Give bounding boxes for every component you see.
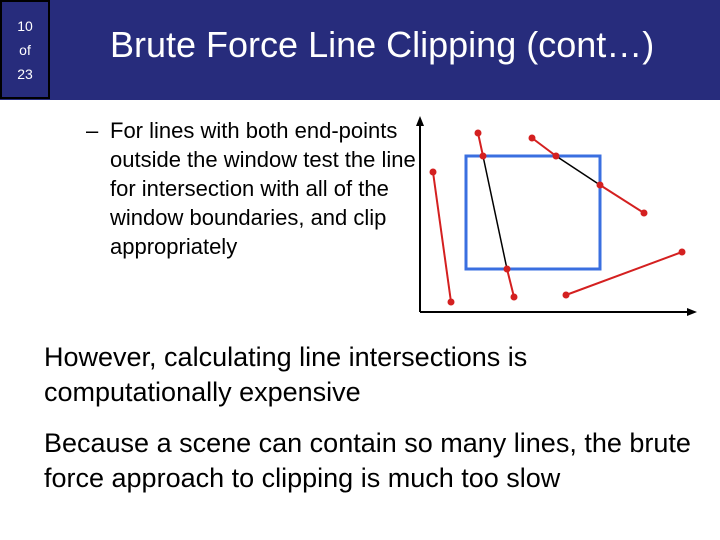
endpoint	[511, 294, 518, 301]
endpoint	[679, 249, 686, 256]
endpoint	[430, 169, 437, 176]
endpoint	[475, 130, 482, 137]
intersection-point	[480, 153, 487, 160]
endpoint	[563, 292, 570, 299]
line-clipped-outside-top	[478, 133, 483, 156]
page-total: 23	[17, 65, 33, 82]
line-clipped-inside	[483, 156, 507, 269]
line-corner-outside-b	[600, 185, 644, 213]
line-clipped-outside-bottom	[507, 269, 514, 297]
line-outside-bottom-right	[566, 252, 682, 295]
line-corner-outside-a	[532, 138, 556, 156]
endpoint	[448, 299, 455, 306]
page-current: 10	[17, 17, 33, 34]
intersection-point	[504, 266, 511, 273]
line-corner-inside	[556, 156, 600, 185]
sub-bullet-text: For lines with both end-points outside the window test the line for intersection with all of the window boundaries, and clip appropriately	[110, 118, 416, 259]
bullet-too-slow: Because a scene can contain so many lines, the brute force approach to clipping is much too slow	[44, 428, 691, 493]
intersection-point	[553, 153, 560, 160]
x-axis-arrowhead	[687, 308, 697, 316]
bullet-computational-cost: However, calculating line intersections is computationally expensive	[44, 342, 528, 407]
line-outside-left	[433, 172, 451, 302]
page-of: of	[19, 41, 31, 58]
dash-marker: –	[86, 118, 99, 143]
endpoint	[529, 135, 536, 142]
slide-title: Brute Force Line Clipping (cont…)	[110, 24, 655, 65]
endpoint	[641, 210, 648, 217]
y-axis-arrowhead	[416, 116, 424, 126]
intersection-point	[597, 182, 604, 189]
